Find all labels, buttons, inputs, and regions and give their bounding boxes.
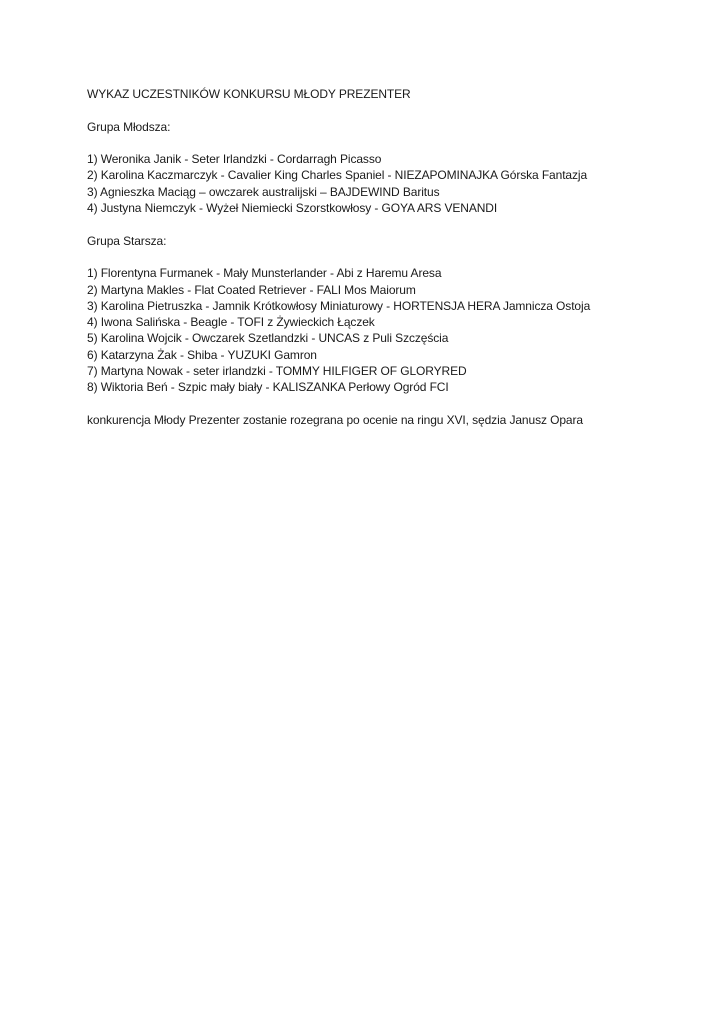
list-item: 7) Martyna Nowak - seter irlandzki - TOMMY HILFIGER OF GLORYRED bbox=[87, 364, 467, 379]
list-item: 3) Agnieszka Maciąg – owczarek australijski – BAJDEWIND Baritus bbox=[87, 184, 440, 199]
spacer bbox=[87, 216, 687, 232]
list-item: 2) Karolina Kaczmarczyk - Cavalier King Charles Spaniel - NIEZAPOMINAJKA Górska Fantazja bbox=[87, 168, 588, 183]
younger-group-list bbox=[87, 151, 687, 216]
spacer bbox=[87, 135, 687, 151]
document-content bbox=[87, 86, 687, 428]
younger-group-heading: Grupa Młodsza: bbox=[87, 119, 171, 134]
list-item: 6) Katarzyna Żak - Shiba - YUZUKI Gamron bbox=[87, 347, 317, 362]
list-item: 2) Martyna Makles - Flat Coated Retriever - FALI Mos Maiorum bbox=[87, 282, 416, 297]
list-item: 1) Weronika Janik - Seter Irlandzki - Cordarragh Picasso bbox=[87, 152, 382, 167]
spacer bbox=[87, 396, 687, 412]
document-title: WYKAZ UCZESTNIKÓW KONKURSU MŁODY PREZENTER bbox=[87, 87, 411, 101]
older-group-list bbox=[87, 265, 687, 395]
list-item: 3) Karolina Pietruszka - Jamnik Krótkowłosy Miniaturowy - HORTENSJA HERA Jamnicza Ostoja bbox=[87, 298, 591, 313]
spacer bbox=[87, 102, 687, 118]
list-item: 4) Iwona Salińska - Beagle - TOFI z Żywieckich Łączek bbox=[87, 315, 375, 330]
list-item: 5) Karolina Wojcik - Owczarek Szetlandzki - UNCAS z Puli Szczęścia bbox=[87, 331, 449, 346]
list-item: 4) Justyna Niemczyk - Wyżeł Niemiecki Szorstkowłosy - GOYA ARS VENANDI bbox=[87, 201, 498, 216]
spacer bbox=[87, 249, 687, 265]
list-item: 8) Wiktoria Beń - Szpic mały biały - KALISZANKA Perłowy Ogród FCI bbox=[87, 380, 449, 395]
older-group-heading: Grupa Starsza: bbox=[87, 233, 167, 248]
footer-note: konkurencja Młody Prezenter zostanie rozegrana po ocenie na ringu XVI, sędzia Janusz Opara bbox=[87, 412, 583, 427]
list-item: 1) Florentyna Furmanek - Mały Munsterlander - Abi z Haremu Aresa bbox=[87, 266, 442, 281]
